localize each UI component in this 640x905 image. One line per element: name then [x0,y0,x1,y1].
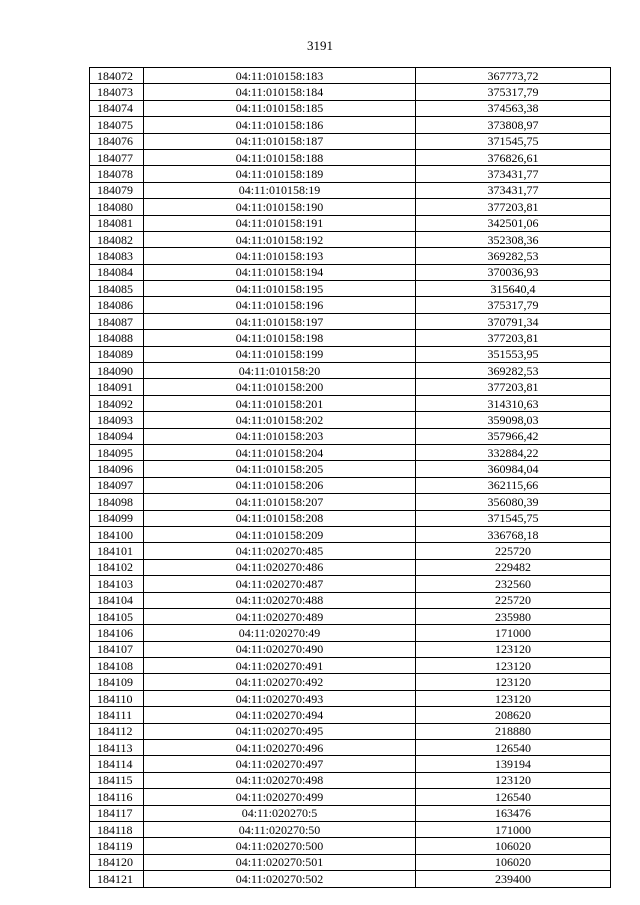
table-row [90,182,611,198]
table-row [90,363,611,379]
table-row [90,199,611,215]
table-row [90,625,611,641]
value-cell: 123120 [416,641,611,657]
row-number-cell: 184113 [90,740,144,756]
row-number-cell: 184076 [90,133,144,149]
row-number-cell: 184086 [90,297,144,313]
table-row [90,84,611,100]
value-cell: 373431,77 [416,182,611,198]
cadastral-number-cell: 04:11:020270:493 [144,690,416,706]
table-row [90,576,611,592]
cadastral-number-cell: 04:11:020270:489 [144,608,416,624]
table-row [90,313,611,329]
cadastral-number-cell: 04:11:020270:491 [144,658,416,674]
table-row [90,707,611,723]
value-cell: 377203,81 [416,330,611,346]
row-number-cell: 184094 [90,428,144,444]
cadastral-number-cell: 04:11:020270:485 [144,543,416,559]
cadastral-number-cell: 04:11:010158:185 [144,100,416,116]
cadastral-number-cell: 04:11:010158:193 [144,248,416,264]
table-row [90,215,611,231]
table-row [90,494,611,510]
cadastral-number-cell: 04:11:010158:192 [144,231,416,247]
row-number-cell: 184103 [90,576,144,592]
table-row [90,149,611,165]
table-row [90,346,611,362]
value-cell: 225720 [416,543,611,559]
table-row [90,559,611,575]
cadastral-number-cell: 04:11:010158:188 [144,149,416,165]
cadastral-number-cell: 04:11:010158:19 [144,182,416,198]
row-number-cell: 184102 [90,559,144,575]
value-cell: 371545,75 [416,510,611,526]
table-row [90,592,611,608]
value-cell: 235980 [416,608,611,624]
row-number-cell: 184108 [90,658,144,674]
row-number-cell: 184117 [90,805,144,821]
table-row [90,395,611,411]
cadastral-number-cell: 04:11:010158:204 [144,444,416,460]
value-cell: 123120 [416,674,611,690]
table-row [90,608,611,624]
value-cell: 369282,53 [416,248,611,264]
row-number-cell: 184099 [90,510,144,526]
value-cell: 126540 [416,740,611,756]
cadastral-number-cell: 04:11:010158:207 [144,494,416,510]
value-cell: 315640,4 [416,281,611,297]
table-body [90,68,611,888]
row-number-cell: 184120 [90,854,144,870]
value-cell: 362115,66 [416,477,611,493]
value-cell: 314310,63 [416,395,611,411]
table-row [90,871,611,887]
table-row [90,854,611,870]
value-cell: 377203,81 [416,199,611,215]
value-cell: 375317,79 [416,297,611,313]
row-number-cell: 184118 [90,821,144,837]
table-row [90,231,611,247]
value-cell: 208620 [416,707,611,723]
value-cell: 374563,38 [416,100,611,116]
row-number-cell: 184098 [90,494,144,510]
value-cell: 376826,61 [416,149,611,165]
cadastral-number-cell: 04:11:010158:183 [144,68,416,84]
row-number-cell: 184089 [90,346,144,362]
cadastral-number-cell: 04:11:020270:488 [144,592,416,608]
table-row [90,248,611,264]
row-number-cell: 184101 [90,543,144,559]
table-row [90,789,611,805]
row-number-cell: 184121 [90,871,144,887]
row-number-cell: 184119 [90,838,144,854]
value-cell: 359098,03 [416,412,611,428]
cadastral-number-cell: 04:11:020270:490 [144,641,416,657]
value-cell: 351553,95 [416,346,611,362]
cadastral-number-cell: 04:11:010158:191 [144,215,416,231]
row-number-cell: 184082 [90,231,144,247]
cadastral-number-cell: 04:11:020270:502 [144,871,416,887]
table-row [90,510,611,526]
table-row [90,379,611,395]
cadastral-number-cell: 04:11:020270:501 [144,854,416,870]
cadastral-value-table [89,67,611,888]
table-row [90,756,611,772]
table-row [90,412,611,428]
row-number-cell: 184095 [90,444,144,460]
value-cell: 123120 [416,658,611,674]
value-cell: 352308,36 [416,231,611,247]
table-row [90,264,611,280]
row-number-cell: 184084 [90,264,144,280]
row-number-cell: 184085 [90,281,144,297]
row-number-cell: 184112 [90,723,144,739]
table-row [90,658,611,674]
table-row [90,740,611,756]
cadastral-number-cell: 04:11:010158:184 [144,84,416,100]
value-cell: 336768,18 [416,526,611,542]
row-number-cell: 184114 [90,756,144,772]
row-number-cell: 184091 [90,379,144,395]
value-cell: 139194 [416,756,611,772]
cadastral-number-cell: 04:11:020270:494 [144,707,416,723]
cadastral-number-cell: 04:11:020270:500 [144,838,416,854]
table-row [90,444,611,460]
cadastral-number-cell: 04:11:010158:186 [144,117,416,133]
value-cell: 373808,97 [416,117,611,133]
cadastral-number-cell: 04:11:010158:209 [144,526,416,542]
cadastral-number-cell: 04:11:010158:197 [144,313,416,329]
row-number-cell: 184100 [90,526,144,542]
value-cell: 377203,81 [416,379,611,395]
table-row [90,461,611,477]
cadastral-number-cell: 04:11:020270:495 [144,723,416,739]
value-cell: 370036,93 [416,264,611,280]
cadastral-number-cell: 04:11:010158:189 [144,166,416,182]
value-cell: 123120 [416,690,611,706]
row-number-cell: 184111 [90,707,144,723]
cadastral-number-cell: 04:11:010158:200 [144,379,416,395]
table-row [90,428,611,444]
cadastral-number-cell: 04:11:010158:20 [144,363,416,379]
row-number-cell: 184072 [90,68,144,84]
table-row [90,330,611,346]
value-cell: 357966,42 [416,428,611,444]
row-number-cell: 184115 [90,772,144,788]
value-cell: 369282,53 [416,363,611,379]
cadastral-number-cell: 04:11:010158:195 [144,281,416,297]
cadastral-number-cell: 04:11:020270:499 [144,789,416,805]
cadastral-number-cell: 04:11:020270:5 [144,805,416,821]
row-number-cell: 184079 [90,182,144,198]
value-cell: 106020 [416,838,611,854]
value-cell: 342501,06 [416,215,611,231]
table-row [90,100,611,116]
cadastral-number-cell: 04:11:010158:203 [144,428,416,444]
row-number-cell: 184075 [90,117,144,133]
row-number-cell: 184096 [90,461,144,477]
row-number-cell: 184078 [90,166,144,182]
value-cell: 126540 [416,789,611,805]
table-row [90,68,611,84]
row-number-cell: 184074 [90,100,144,116]
cadastral-number-cell: 04:11:010158:206 [144,477,416,493]
table-row [90,674,611,690]
row-number-cell: 184116 [90,789,144,805]
row-number-cell: 184109 [90,674,144,690]
cadastral-number-cell: 04:11:010158:208 [144,510,416,526]
table-row [90,117,611,133]
table-row [90,821,611,837]
cadastral-number-cell: 04:11:020270:496 [144,740,416,756]
value-cell: 218880 [416,723,611,739]
page-number: 3191 [307,38,333,53]
cadastral-number-cell: 04:11:010158:187 [144,133,416,149]
cadastral-number-cell: 04:11:020270:486 [144,559,416,575]
cadastral-number-cell: 04:11:020270:492 [144,674,416,690]
row-number-cell: 184077 [90,149,144,165]
cadastral-number-cell: 04:11:020270:50 [144,821,416,837]
row-number-cell: 184092 [90,395,144,411]
value-cell: 225720 [416,592,611,608]
table-row [90,690,611,706]
row-number-cell: 184088 [90,330,144,346]
value-cell: 371545,75 [416,133,611,149]
cadastral-number-cell: 04:11:010158:201 [144,395,416,411]
value-cell: 123120 [416,772,611,788]
row-number-cell: 184106 [90,625,144,641]
value-cell: 106020 [416,854,611,870]
row-number-cell: 184080 [90,199,144,215]
row-number-cell: 184097 [90,477,144,493]
table-row [90,477,611,493]
value-cell: 171000 [416,625,611,641]
row-number-cell: 184107 [90,641,144,657]
table-row [90,543,611,559]
cadastral-number-cell: 04:11:020270:49 [144,625,416,641]
value-cell: 229482 [416,559,611,575]
table-row [90,166,611,182]
row-number-cell: 184105 [90,608,144,624]
cadastral-number-cell: 04:11:010158:205 [144,461,416,477]
cadastral-number-cell: 04:11:010158:190 [144,199,416,215]
table-row [90,526,611,542]
value-cell: 367773,72 [416,68,611,84]
cadastral-number-cell: 04:11:010158:199 [144,346,416,362]
table-row [90,281,611,297]
row-number-cell: 184081 [90,215,144,231]
cadastral-number-cell: 04:11:010158:196 [144,297,416,313]
cadastral-number-cell: 04:11:010158:202 [144,412,416,428]
table-row [90,297,611,313]
value-cell: 360984,04 [416,461,611,477]
value-cell: 163476 [416,805,611,821]
row-number-cell: 184090 [90,363,144,379]
cadastral-number-cell: 04:11:020270:497 [144,756,416,772]
value-cell: 373431,77 [416,166,611,182]
value-cell: 356080,39 [416,494,611,510]
row-number-cell: 184110 [90,690,144,706]
value-cell: 239400 [416,871,611,887]
cadastral-number-cell: 04:11:010158:198 [144,330,416,346]
table-row [90,838,611,854]
value-cell: 171000 [416,821,611,837]
table-row [90,723,611,739]
row-number-cell: 184093 [90,412,144,428]
row-number-cell: 184087 [90,313,144,329]
row-number-cell: 184073 [90,84,144,100]
table-row [90,772,611,788]
row-number-cell: 184104 [90,592,144,608]
table-row [90,641,611,657]
table-row [90,133,611,149]
value-cell: 375317,79 [416,84,611,100]
cadastral-number-cell: 04:11:020270:498 [144,772,416,788]
value-cell: 232560 [416,576,611,592]
value-cell: 332884,22 [416,444,611,460]
value-cell: 370791,34 [416,313,611,329]
row-number-cell: 184083 [90,248,144,264]
table-row [90,805,611,821]
cadastral-number-cell: 04:11:020270:487 [144,576,416,592]
cadastral-number-cell: 04:11:010158:194 [144,264,416,280]
